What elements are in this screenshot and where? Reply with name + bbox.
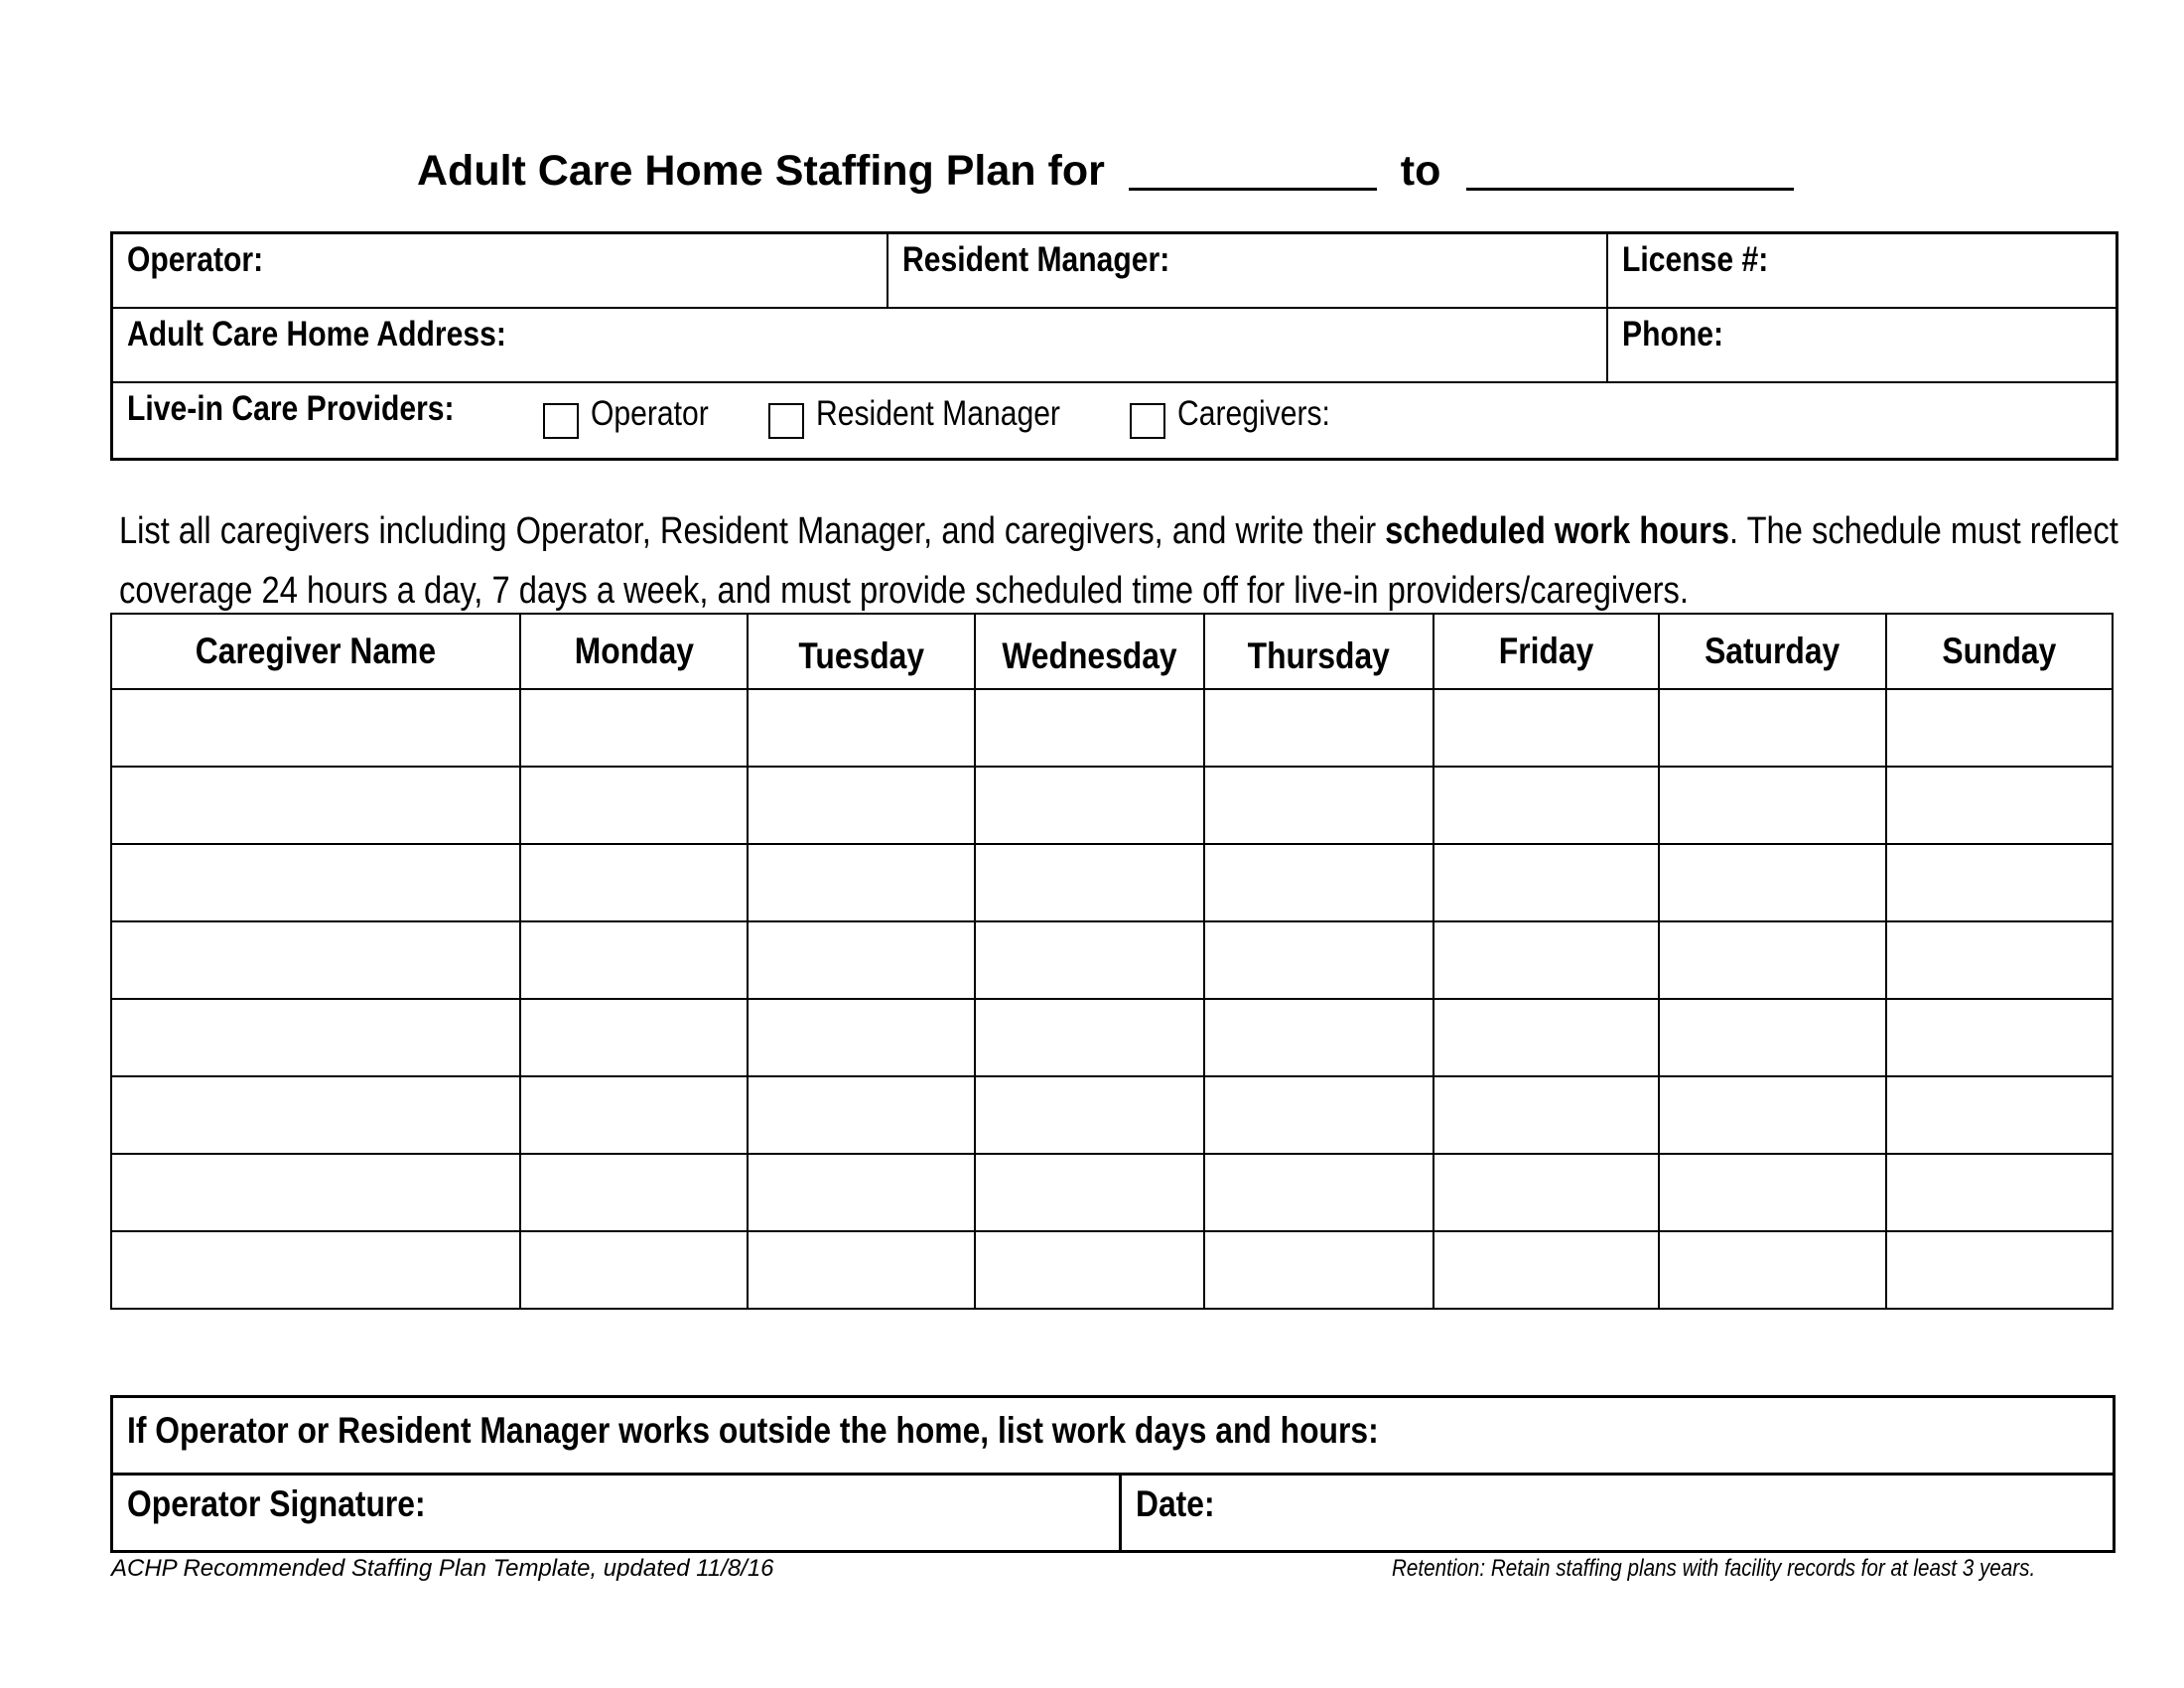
checkbox-resident-manager[interactable] <box>768 403 804 439</box>
caregiver-name-cell[interactable] <box>111 1231 520 1309</box>
instructions-text-end: . The schedule must reflect <box>1729 510 2118 552</box>
instructions-line-2: coverage 24 hours a day, 7 days a week, and must provide scheduled time off for live-in providers/caregivers. <box>119 570 1689 612</box>
page-title <box>417 147 1794 196</box>
schedule-hours-cell[interactable] <box>1659 921 1886 999</box>
schedule-row <box>111 1154 2113 1231</box>
info-row-2 <box>113 309 2116 383</box>
schedule-hours-cell[interactable] <box>975 1076 1204 1154</box>
schedule-hours-cell[interactable] <box>1204 921 1433 999</box>
schedule-hours-cell[interactable] <box>1659 844 1886 921</box>
schedule-hours-cell[interactable] <box>1659 1231 1886 1309</box>
operator-field[interactable] <box>113 234 887 307</box>
operator-label: Operator: <box>127 240 264 279</box>
header-caregiver-name <box>111 614 520 689</box>
schedule-hours-cell[interactable] <box>748 844 975 921</box>
caregiver-name-cell[interactable] <box>111 921 520 999</box>
schedule-hours-cell[interactable] <box>748 999 975 1076</box>
schedule-hours-cell[interactable] <box>1204 844 1433 921</box>
info-row-3 <box>113 383 2116 458</box>
info-row-1 <box>113 234 2116 309</box>
footer-retention-note <box>1392 1555 2140 1583</box>
schedule-hours-cell[interactable] <box>1886 921 2113 999</box>
outside-work-label: If Operator or Resident Manager works outside the home, list work days and hours: <box>127 1410 1379 1451</box>
schedule-hours-cell[interactable] <box>1659 689 1886 767</box>
schedule-hours-cell[interactable] <box>520 1076 748 1154</box>
title-to: to <box>1400 147 1441 195</box>
schedule-hours-cell[interactable] <box>975 921 1204 999</box>
schedule-hours-cell[interactable] <box>1886 999 2113 1076</box>
schedule-hours-cell[interactable] <box>748 767 975 844</box>
schedule-hours-cell[interactable] <box>1433 844 1659 921</box>
live-in-providers <box>113 383 2116 458</box>
caregiver-name-cell[interactable] <box>111 767 520 844</box>
schedule-hours-cell[interactable] <box>975 1154 1204 1231</box>
schedule-hours-cell[interactable] <box>1886 1076 2113 1154</box>
schedule-hours-cell[interactable] <box>520 844 748 921</box>
bottom-section <box>110 1395 2116 1553</box>
schedule-hours-cell[interactable] <box>520 921 748 999</box>
header-saturday <box>1659 614 1886 689</box>
header-tuesday <box>748 614 975 689</box>
instructions-text-start: List all caregivers including Operator, Resident Manager, and caregivers, and write their <box>119 510 1386 552</box>
schedule-hours-cell[interactable] <box>1204 1076 1433 1154</box>
schedule-hours-cell[interactable] <box>1659 1076 1886 1154</box>
header-friday-label: Friday <box>1498 631 1594 671</box>
schedule-body <box>111 689 2113 1309</box>
schedule-hours-cell[interactable] <box>1659 1154 1886 1231</box>
schedule-hours-cell[interactable] <box>520 999 748 1076</box>
title-prefix: Adult Care Home Staffing Plan for <box>417 147 1105 195</box>
schedule-hours-cell[interactable] <box>1886 844 2113 921</box>
checkbox-caregivers-group[interactable] <box>1130 389 1355 439</box>
caregiver-name-cell[interactable] <box>111 1154 520 1231</box>
schedule-table <box>110 613 2114 1310</box>
header-thursday-label: Thursday <box>1247 635 1391 676</box>
address-field[interactable] <box>113 309 1606 381</box>
instructions <box>119 501 2164 621</box>
schedule-hours-cell[interactable] <box>1433 1076 1659 1154</box>
schedule-hours-cell[interactable] <box>748 1076 975 1154</box>
header-wednesday <box>975 614 1204 689</box>
schedule-hours-cell[interactable] <box>1204 767 1433 844</box>
checkbox-resident-manager-label: Resident Manager <box>816 394 1060 433</box>
outside-work-field[interactable] <box>113 1398 2113 1476</box>
schedule-hours-cell[interactable] <box>1886 1231 2113 1309</box>
schedule-hours-cell[interactable] <box>1659 767 1886 844</box>
schedule-hours-cell[interactable] <box>1433 767 1659 844</box>
start-date-blank[interactable] <box>1129 148 1377 191</box>
header-thursday <box>1204 614 1433 689</box>
schedule-row <box>111 1076 2113 1154</box>
end-date-blank[interactable] <box>1466 148 1794 191</box>
footer-template-note: ACHP Recommended Staffing Plan Template, updated 11/8/16 <box>111 1555 774 1582</box>
schedule-row <box>111 689 2113 767</box>
schedule-hours-cell[interactable] <box>520 689 748 767</box>
instructions-bold: scheduled work hours <box>1385 510 1730 552</box>
schedule-row <box>111 767 2113 844</box>
phone-label: Phone: <box>1622 315 1724 353</box>
header-wednesday-label: Wednesday <box>1002 635 1177 676</box>
header-monday-label: Monday <box>574 631 694 671</box>
schedule-hours-cell[interactable] <box>748 689 975 767</box>
instructions-line-1 <box>119 501 2118 561</box>
schedule-row <box>111 844 2113 921</box>
header-saturday-label: Saturday <box>1705 631 1841 671</box>
header-tuesday-label: Tuesday <box>798 635 924 676</box>
checkbox-operator-label: Operator <box>591 394 709 433</box>
schedule-hours-cell[interactable] <box>975 1231 1204 1309</box>
signature-row <box>113 1476 2113 1550</box>
header-caregiver-name-label: Caregiver Name <box>195 631 437 671</box>
schedule-hours-cell[interactable] <box>1886 1154 2113 1231</box>
license-field[interactable] <box>1606 234 2116 307</box>
live-in-label: Live-in Care Providers: <box>127 389 455 428</box>
schedule-hours-cell[interactable] <box>975 689 1204 767</box>
date-label: Date: <box>1136 1483 1215 1524</box>
schedule-row <box>111 1231 2113 1309</box>
schedule-hours-cell[interactable] <box>1433 1154 1659 1231</box>
checkbox-operator[interactable] <box>543 403 579 439</box>
checkbox-caregivers-label: Caregivers: <box>1177 394 1330 433</box>
schedule-hours-cell[interactable] <box>520 1231 748 1309</box>
operator-signature-label: Operator Signature: <box>127 1483 426 1524</box>
schedule-hours-cell[interactable] <box>520 1154 748 1231</box>
license-label: License #: <box>1622 240 1769 279</box>
schedule-hours-cell[interactable] <box>748 921 975 999</box>
schedule-row <box>111 999 2113 1076</box>
caregiver-name-cell[interactable] <box>111 1076 520 1154</box>
schedule-hours-cell[interactable] <box>1433 921 1659 999</box>
caregiver-name-cell[interactable] <box>111 689 520 767</box>
schedule-hours-cell[interactable] <box>1659 999 1886 1076</box>
info-section <box>110 231 2118 461</box>
schedule-hours-cell[interactable] <box>975 844 1204 921</box>
schedule-hours-cell[interactable] <box>1204 689 1433 767</box>
header-monday <box>520 614 748 689</box>
checkbox-operator-group[interactable] <box>543 389 728 439</box>
schedule-hours-cell[interactable] <box>748 1231 975 1309</box>
schedule-hours-cell[interactable] <box>1433 1231 1659 1309</box>
schedule-hours-cell[interactable] <box>1886 767 2113 844</box>
address-label: Adult Care Home Address: <box>127 315 506 353</box>
caregiver-name-cell[interactable] <box>111 999 520 1076</box>
schedule-hours-cell[interactable] <box>975 999 1204 1076</box>
resident-manager-label: Resident Manager: <box>902 240 1170 279</box>
header-sunday-label: Sunday <box>1942 631 2057 671</box>
checkbox-caregivers[interactable] <box>1130 403 1165 439</box>
date-field[interactable] <box>1119 1476 2113 1550</box>
operator-signature-field[interactable] <box>113 1476 1119 1550</box>
checkbox-resident-manager-group[interactable] <box>768 389 1100 439</box>
caregiver-name-cell[interactable] <box>111 844 520 921</box>
schedule-hours-cell[interactable] <box>1204 1154 1433 1231</box>
schedule-hours-cell[interactable] <box>748 1154 975 1231</box>
schedule-hours-cell[interactable] <box>1433 999 1659 1076</box>
resident-manager-field[interactable] <box>887 234 1606 307</box>
schedule-hours-cell[interactable] <box>1433 689 1659 767</box>
footer-retention-text: Retention: Retain staffing plans with facility records for at least 3 years. <box>1392 1555 2036 1582</box>
schedule-row <box>111 921 2113 999</box>
schedule-hours-cell[interactable] <box>1886 689 2113 767</box>
schedule-header-row <box>111 614 2113 689</box>
schedule-hours-cell[interactable] <box>1204 999 1433 1076</box>
schedule-hours-cell[interactable] <box>975 767 1204 844</box>
schedule-hours-cell[interactable] <box>520 767 748 844</box>
header-friday <box>1433 614 1659 689</box>
schedule-hours-cell[interactable] <box>1204 1231 1433 1309</box>
header-sunday <box>1886 614 2113 689</box>
phone-field[interactable] <box>1606 309 2116 381</box>
